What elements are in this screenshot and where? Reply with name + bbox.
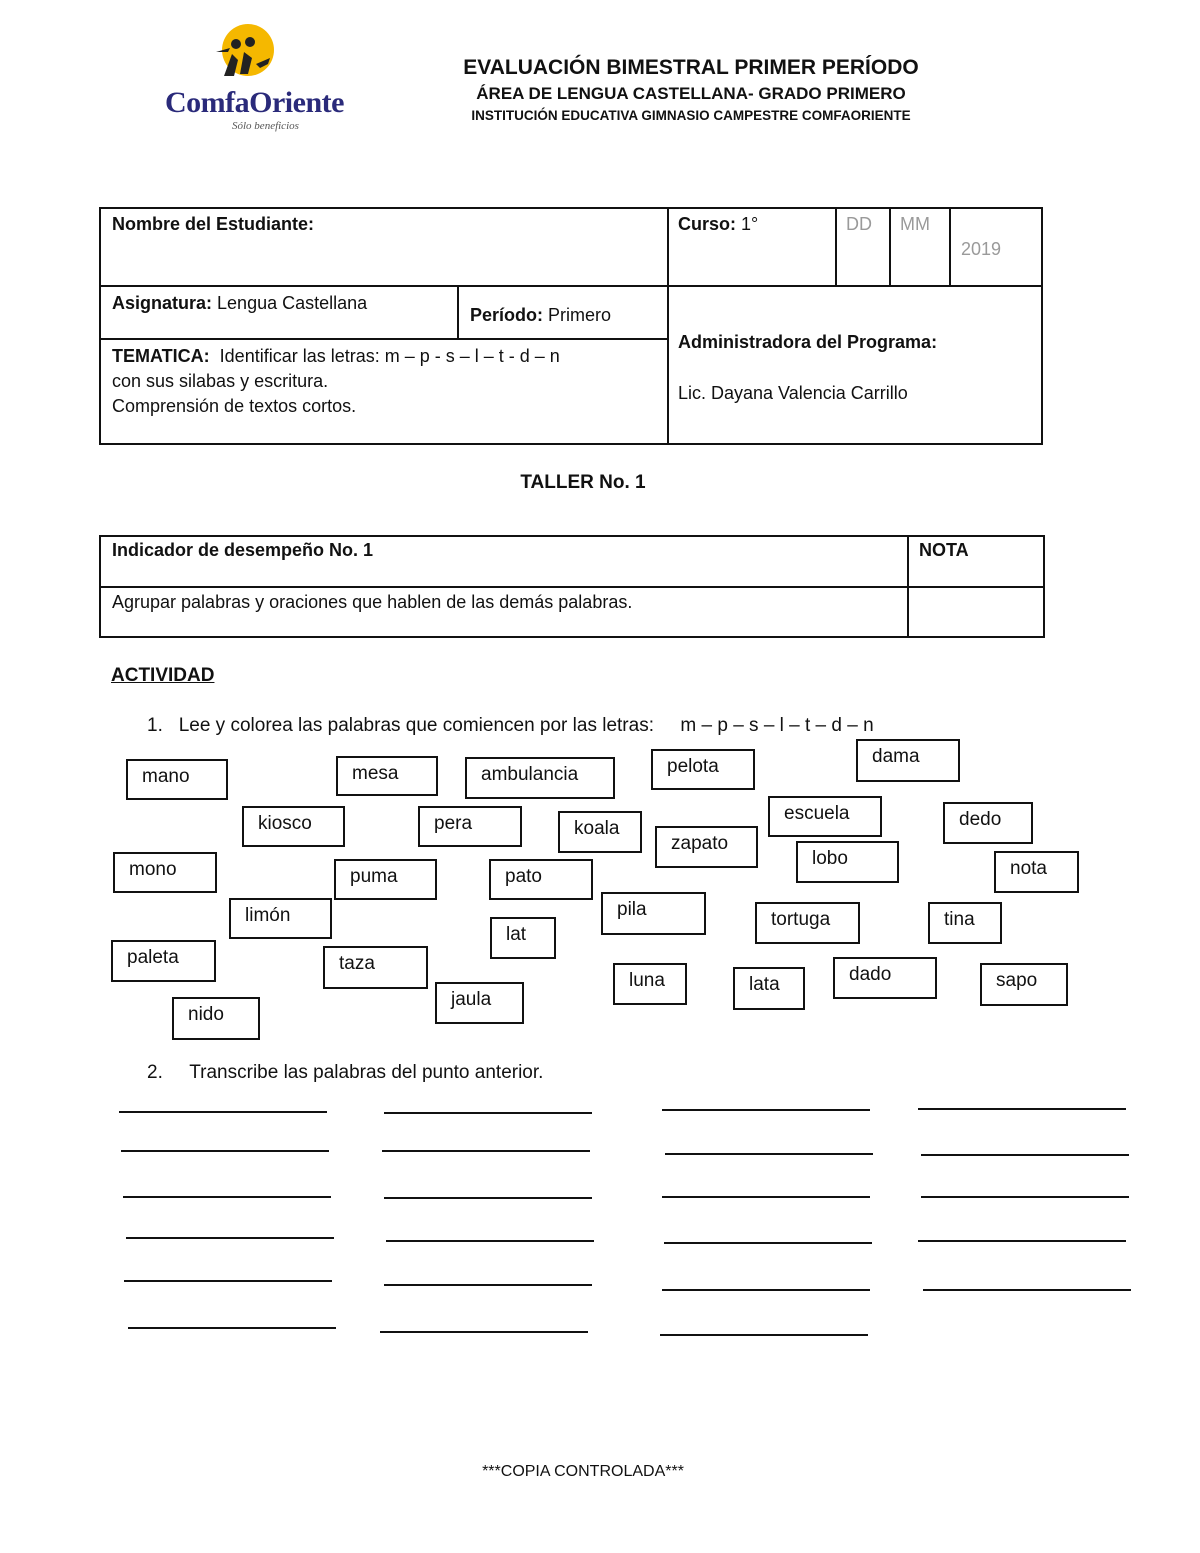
footer-note: ***COPIA CONTROLADA*** bbox=[482, 1463, 684, 1480]
word-box[interactable]: kiosco bbox=[242, 806, 345, 847]
writing-line[interactable] bbox=[384, 1112, 592, 1114]
writing-line[interactable] bbox=[662, 1109, 870, 1111]
writing-line[interactable] bbox=[128, 1327, 336, 1329]
page-subtitle: ÁREA DE LENGUA CASTELLANA- GRADO PRIMERO bbox=[476, 84, 906, 103]
admin-label: Administradora del Programa: bbox=[678, 332, 938, 352]
day-field: DD bbox=[846, 214, 872, 234]
year-field: 2019 bbox=[961, 239, 1002, 259]
writing-line[interactable] bbox=[921, 1154, 1129, 1156]
student-info-table bbox=[99, 207, 1043, 445]
word-box[interactable]: pato bbox=[489, 859, 593, 900]
writing-line[interactable] bbox=[660, 1334, 868, 1336]
divider bbox=[101, 338, 667, 340]
activity-title: ACTIVIDAD bbox=[111, 665, 215, 686]
admin-name: Lic. Dayana Valencia Carrillo bbox=[678, 383, 908, 403]
workshop-title: TALLER No. 1 bbox=[520, 472, 646, 493]
logo-name: ComfaOriente bbox=[165, 86, 344, 119]
writing-line[interactable] bbox=[126, 1237, 334, 1239]
word-box[interactable]: ambulancia bbox=[465, 757, 615, 799]
word-box[interactable]: limón bbox=[229, 898, 332, 939]
nota-header: NOTA bbox=[919, 540, 969, 560]
word-box[interactable]: mono bbox=[113, 852, 217, 893]
writing-line[interactable] bbox=[124, 1280, 332, 1282]
divider bbox=[949, 209, 951, 286]
logo-slogan: Sólo beneficios bbox=[232, 120, 299, 132]
divider bbox=[101, 285, 1041, 287]
word-box[interactable]: tortuga bbox=[755, 902, 860, 944]
page-title: EVALUACIÓN BIMESTRAL PRIMER PERÍODO bbox=[463, 56, 919, 79]
month-field: MM bbox=[900, 214, 930, 234]
subject-field: Asignatura: Lengua Castellana bbox=[112, 293, 368, 313]
writing-line[interactable] bbox=[665, 1153, 873, 1155]
writing-line[interactable] bbox=[123, 1196, 331, 1198]
word-box[interactable]: taza bbox=[323, 946, 428, 989]
word-box[interactable]: koala bbox=[558, 811, 642, 853]
question-2: 2. Transcribe las palabras del punto anterior. bbox=[147, 1062, 544, 1083]
word-box[interactable]: luna bbox=[613, 963, 687, 1005]
tematica-line3: Comprensión de textos cortos. bbox=[112, 396, 357, 416]
word-box[interactable]: mesa bbox=[336, 756, 438, 796]
divider bbox=[835, 209, 837, 286]
word-box[interactable]: pila bbox=[601, 892, 706, 935]
writing-line[interactable] bbox=[119, 1111, 327, 1113]
tematica-line2: con sus silabas y escritura. bbox=[112, 371, 329, 391]
word-box[interactable]: mano bbox=[126, 759, 228, 800]
writing-line[interactable] bbox=[121, 1150, 329, 1152]
student-name-label: Nombre del Estudiante: bbox=[112, 214, 315, 234]
writing-line[interactable] bbox=[380, 1331, 588, 1333]
word-box[interactable]: sapo bbox=[980, 963, 1068, 1006]
word-box[interactable]: nota bbox=[994, 851, 1079, 893]
word-box[interactable]: lat bbox=[490, 917, 556, 959]
course-field: Curso: 1° bbox=[678, 214, 759, 234]
period-field: Período: Primero bbox=[470, 305, 612, 325]
divider bbox=[889, 209, 891, 286]
question-1: 1. Lee y colorea las palabras que comiencen por las letras: m – p – s – l – t – d – n bbox=[147, 715, 874, 736]
writing-line[interactable] bbox=[384, 1197, 592, 1199]
word-box[interactable]: pelota bbox=[651, 749, 755, 790]
indicator-header: Indicador de desempeño No. 1 bbox=[112, 540, 374, 560]
writing-line[interactable] bbox=[386, 1240, 594, 1242]
word-box[interactable]: dado bbox=[833, 957, 937, 999]
writing-line[interactable] bbox=[664, 1242, 872, 1244]
divider bbox=[101, 586, 1043, 588]
word-box[interactable]: tina bbox=[928, 902, 1002, 944]
word-box[interactable]: lobo bbox=[796, 841, 899, 883]
word-box[interactable]: lata bbox=[733, 967, 805, 1010]
writing-line[interactable] bbox=[918, 1240, 1126, 1242]
institution-name: INSTITUCIÓN EDUCATIVA GIMNASIO CAMPESTRE COMFAORIENTE bbox=[471, 108, 911, 123]
word-box[interactable]: puma bbox=[334, 859, 437, 900]
writing-line[interactable] bbox=[662, 1196, 870, 1198]
word-box[interactable]: paleta bbox=[111, 940, 216, 982]
word-box[interactable]: escuela bbox=[768, 796, 882, 837]
word-box[interactable]: nido bbox=[172, 997, 260, 1040]
tematica-line1: TEMATICA: Identificar las letras: m – p - s – l – t - d – n bbox=[112, 346, 560, 366]
writing-line[interactable] bbox=[921, 1196, 1129, 1198]
word-box[interactable]: dama bbox=[856, 739, 960, 782]
word-box[interactable]: zapato bbox=[655, 826, 758, 868]
word-box[interactable]: dedo bbox=[943, 802, 1033, 844]
divider bbox=[667, 209, 669, 443]
indicator-table bbox=[99, 535, 1045, 638]
writing-line[interactable] bbox=[662, 1289, 870, 1291]
writing-line[interactable] bbox=[923, 1289, 1131, 1291]
word-box[interactable]: jaula bbox=[435, 982, 524, 1024]
writing-line[interactable] bbox=[382, 1150, 590, 1152]
divider bbox=[457, 285, 459, 340]
writing-line[interactable] bbox=[384, 1284, 592, 1286]
writing-line[interactable] bbox=[918, 1108, 1126, 1110]
word-box[interactable]: pera bbox=[418, 806, 522, 847]
indicator-text: Agrupar palabras y oraciones que hablen de las demás palabras. bbox=[112, 592, 633, 612]
